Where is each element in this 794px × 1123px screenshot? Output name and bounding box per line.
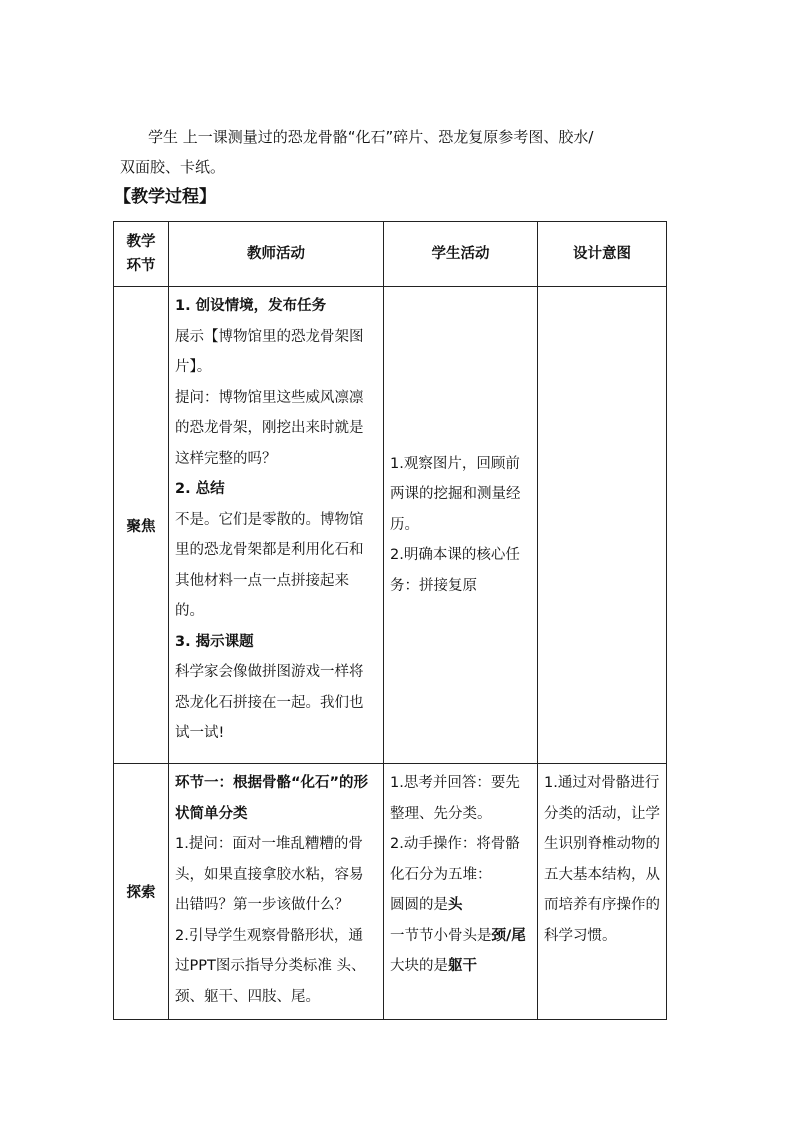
header-stage-line1: 教学	[126, 234, 156, 250]
header-teacher: 教师活动	[169, 222, 384, 287]
stage-cell: 探索	[114, 764, 169, 1020]
teacher-heading: 2. 总结	[175, 481, 225, 497]
teacher-text: 1.提问：面对一堆乱糟糟的骨头，如果直接拿胶水粘，容易出错吗？第一步该做什么？	[175, 836, 364, 913]
teacher-text: 2.引导学生观察骨骼形状，通过PPT图示指导分类标准 头、颈、躯干、四肢、尾。	[175, 927, 366, 1005]
teacher-heading: 3. 揭示课题	[175, 633, 254, 650]
teaching-process-table	[113, 221, 667, 1020]
student-text: 2.明确本课的核心任务：拼接复原	[390, 547, 520, 594]
student-text	[390, 890, 531, 921]
student-text: 2.动手操作：将骨骼化石分为五堆：	[390, 836, 520, 883]
teacher-heading: 环节一：根据骨骼“化石”的形状简单分类	[175, 775, 369, 822]
teacher-heading: 1. 创设情境，发布任务	[175, 298, 327, 314]
header-stage-line2: 环节	[126, 258, 156, 274]
student-cell	[384, 764, 538, 1020]
intro-paragraph	[120, 122, 680, 182]
section-title: 【教学过程】	[114, 187, 216, 207]
student-text	[390, 951, 531, 982]
student-text: 1.思考并回答：要先整理、先分类。	[390, 775, 520, 822]
table-row	[114, 764, 667, 1020]
student-text-bold: 颈/尾	[491, 927, 526, 944]
teacher-cell	[169, 764, 384, 1020]
student-text-bold: 躯干	[448, 958, 477, 974]
header-stage	[114, 222, 169, 287]
student-text: 1.观察图片，回顾前两课的挖掘和测量经历。	[390, 455, 521, 533]
student-text-plain: 一节节小骨头是	[390, 927, 492, 944]
teacher-text: 提问：博物馆里这些威风凛凛的恐龙骨架，刚挖出来时就是这样完整的吗？	[175, 389, 364, 467]
stage-cell: 聚焦	[114, 287, 169, 764]
table-row	[114, 287, 667, 764]
teacher-text: 展示【博物馆里的恐龙骨架图片】。	[175, 328, 364, 375]
intent-text: 1.通过对骨骼进行分类的活动，让学生识别脊椎动物的五大基本结构，从而培养有序操作的科学习惯。	[544, 775, 660, 944]
teacher-text: 科学家会像做拼图游戏一样将恐龙化石拼接在一起。我们也试一试!	[175, 664, 364, 741]
student-cell	[384, 287, 538, 764]
student-text-plain: 大块的是	[390, 958, 448, 974]
table-header-row	[114, 222, 667, 287]
intent-cell	[538, 764, 667, 1020]
intro-line-1: 学生 上一课测量过的恐龙骨骼“化石”碎片、恐龙复原参考图、胶水/	[148, 128, 594, 146]
intent-cell	[538, 287, 667, 764]
student-text-bold: 头	[448, 897, 463, 913]
header-intent: 设计意图	[538, 222, 667, 287]
student-text	[390, 921, 531, 952]
teacher-cell	[169, 287, 384, 764]
intro-line-2: 双面胶、卡纸。	[120, 158, 226, 176]
header-student: 学生活动	[384, 222, 538, 287]
student-text-plain: 圆圆的是	[390, 897, 448, 913]
teacher-text: 不是。它们是零散的。博物馆里的恐龙骨架都是利用化石和其他材料一点一点拼接起来的。	[175, 511, 364, 619]
